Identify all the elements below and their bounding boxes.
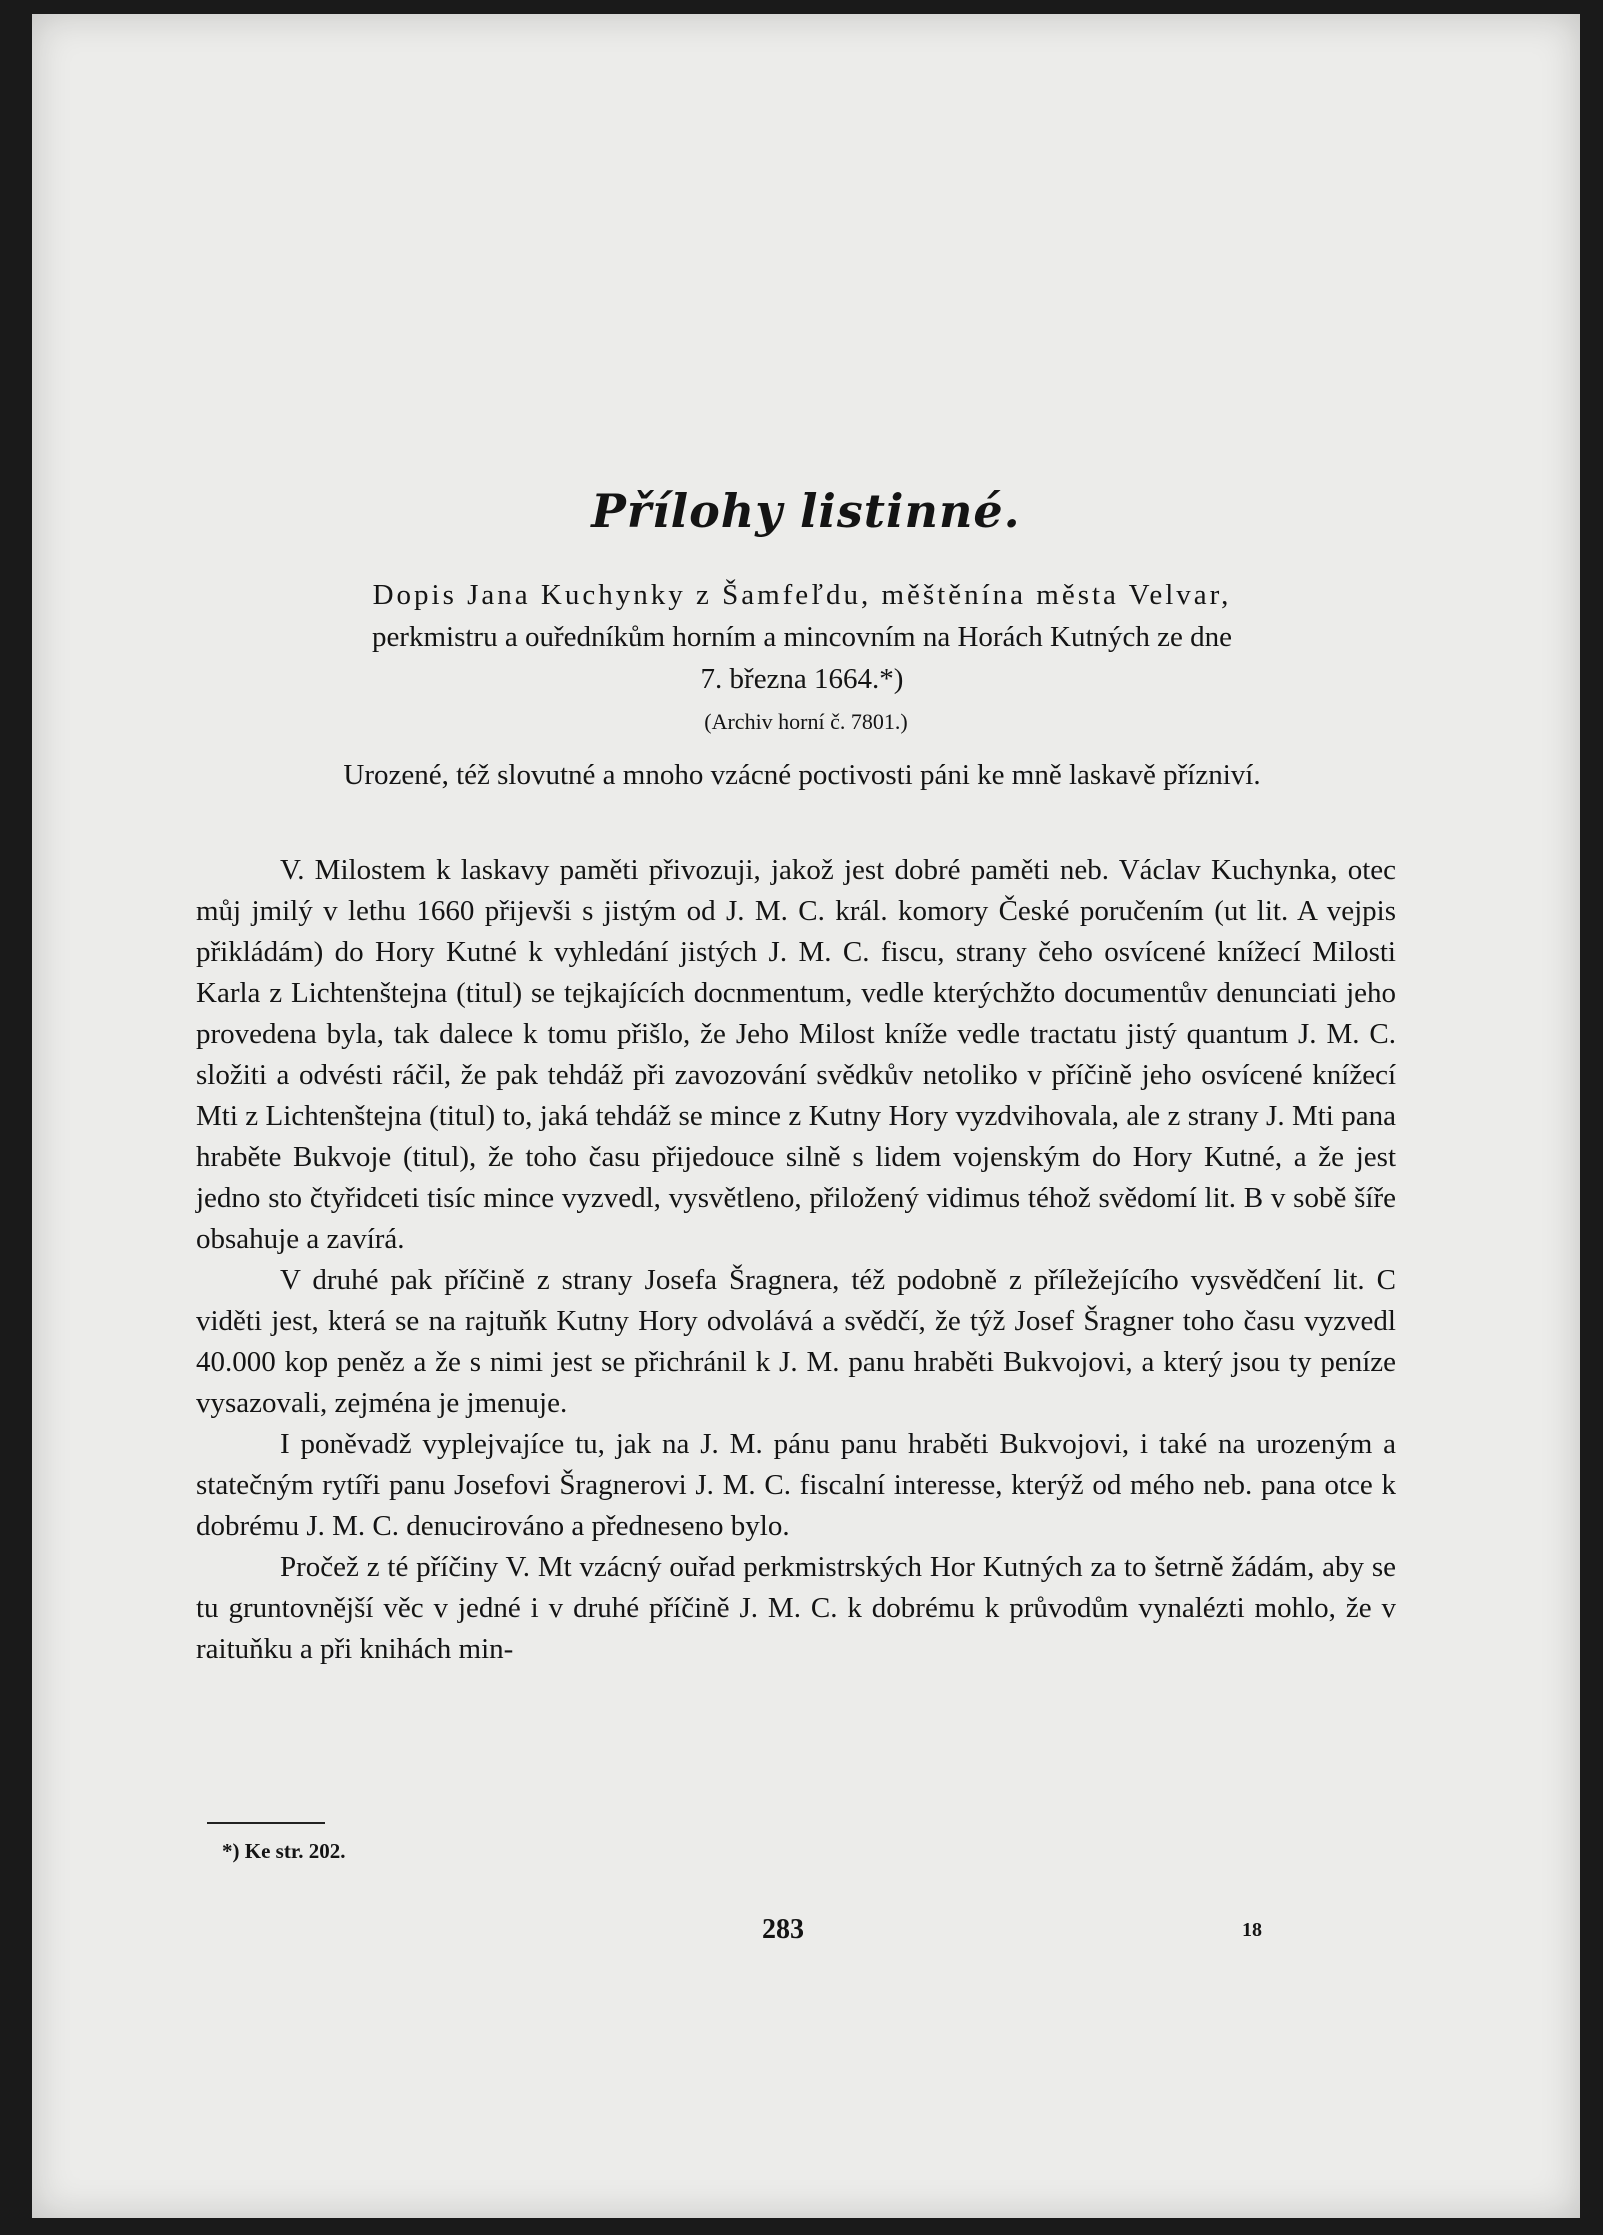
salutation: Urozené, též slovutné a mnoho vzácné poctivosti páni ke mně laskavě přízniví. [343,759,1261,791]
title-line-3: 7. března 1664.*) [700,663,904,695]
footnote: *) Ke str. 202. [222,1839,346,1863]
archive-note: (Archiv horní č. 7801.) [704,709,908,734]
footnote-divider [207,1822,325,1824]
signature-mark: 18 [1242,1919,1262,1941]
title-line-2: perkmistru a ouředníkům horním a mincovním na Horách Kutných ze dne [371,621,1233,653]
page-number: 283 [762,1914,804,1945]
paragraph-3: I poněvadž vyplejvajíce tu, jak na J. M. pánu panu hraběti Bukvojovi, i také na urozeným a statečným rytíři panu Josefovi Šragnerovi J. M. C. fiscalní interesse, kterýž od mého neb. pana otce k dobrému J. M. C. denucirováno a předneseno bylo. [196,1428,1396,1542]
title-line-1: Dopis Jana Kuchynky z Šamfeľdu, měštěnína města Velvar, [372,579,1232,611]
paragraph-4: Pročež z té příčiny V. Mt vzácný ouřad perkmistrských Hor Kutných za to šetrně žádám, aby se tu gruntovnější věc v jedné i v druhé příčině J. M. C. k dobrému k průvodům vynalézti mohlo, že v raituňku a při knihách min- [196,1551,1396,1665]
page-heading: Přílohy listinné. [591,484,1021,538]
document-title [212,574,1392,700]
document-page [32,14,1580,2218]
paragraph-2: V druhé pak příčině z strany Josefa Šragnera, též podobně z příležejícího vysvědčení lit. C viděti jest, která se na rajtuňk Kutny Hory odvolává a svědčí, že týž Josef Šragner toho času vyzvedl 40.000 kop peněz a že s nimi jest se přichránil k J. M. panu hraběti Bukvojovi, a který jsou ty peníze vysazovali, zejména je jmenuje. [196,1264,1396,1419]
paragraph-1: V. Milostem k laskavy paměti přivozuji, jakož jest dobré paměti neb. Václav Kuchynka, otec můj jmilý v lethu 1660 přijevši s jistým od J. M. C. král. komory České poručením (ut lit. A vejpis přikládám) do Hory Kutné k vyhledání jistých J. M. C. fiscu, strany čeho osvícené knížecí Milosti Karla z Lichtenštejna (titul) se tejkajících docnmentum, vedle kterýchžto documentův denunciati jeho provedena byla, tak dalece k tomu přišlo, že Jeho Milost kníže vedle tractatu jistý quantum J. M. C. složiti a odvésti ráčil, že pak tehdáž při zavozování svědkův netoliko v příčině jeho osvícené knížecí Mti z Lichtenštejna (titul) to, jaká tehdáž se mince z Kutny Hory vyzdvihovala, ale z strany J. Mti pana hraběte Bukvoje (titul), že toho času přijedouce silně s lidem vojenským do Hory Kutné, a že jest jedno sto čtyřidceti tisíc mince vyzvedl, vysvětleno, přiložený vidimus téhož svědomí lit. B v sobě šíře obsahuje a zavírá. [196,854,1396,1255]
body-text [196,850,1396,1670]
